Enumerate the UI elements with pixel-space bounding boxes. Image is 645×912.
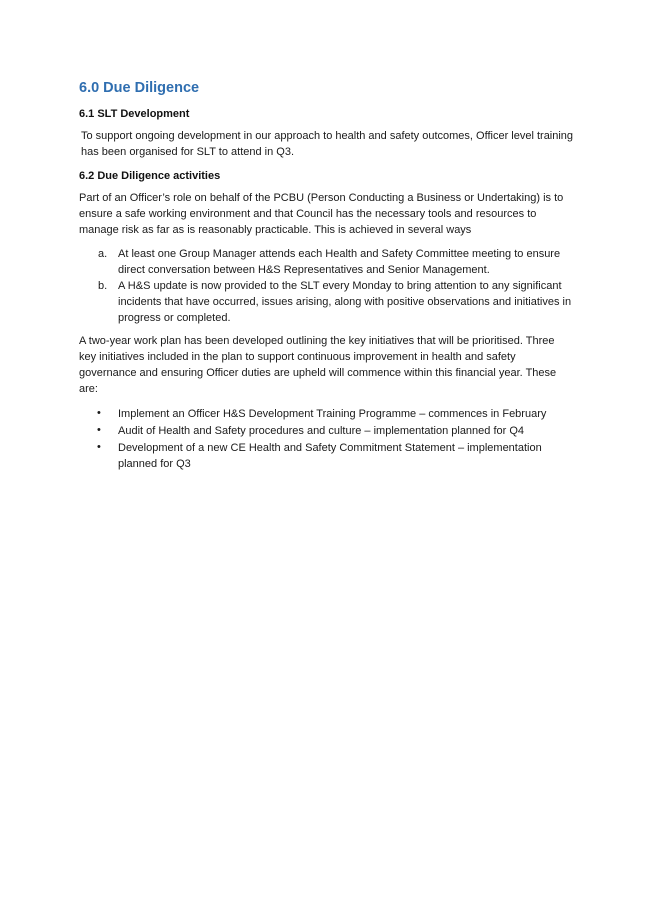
list-item-text: Audit of Health and Safety procedures and culture – implementation planned for Q4 <box>118 425 525 437</box>
slt-development-paragraph: To support ongoing development in our approach to health and safety outcomes, Officer level training has been organised for SLT to attend in Q3. <box>81 130 574 158</box>
list-item-text: At least one Group Manager attends each Health and Safety Committee meeting to ensure direct conversation between H&S Representatives and Senior Management. <box>118 248 561 276</box>
activities-list <box>79 246 574 326</box>
bullet-icon: • <box>97 441 101 453</box>
list-item <box>79 246 574 278</box>
due-diligence-activities-heading: 6.2 Due Diligence activities <box>79 170 221 182</box>
list-marker: b. <box>98 280 108 292</box>
list-item-text: Implement an Officer H&S Development Training Programme – commences in February <box>118 408 547 420</box>
list-item <box>79 439 574 472</box>
list-item <box>79 405 574 422</box>
bullet-icon: • <box>97 407 101 419</box>
bullet-icon: • <box>97 424 101 436</box>
document-content <box>79 78 574 472</box>
list-item-text: Development of a new CE Health and Safety Commitment Statement – implementation planned for Q3 <box>118 442 542 470</box>
list-item-text: A H&S update is now provided to the SLT every Monday to bring attention to any significant incidents that have occurred, issues arising, along with positive observations and initiatives in progress or completed. <box>118 280 572 324</box>
section-title: 6.0 Due Diligence <box>79 80 200 96</box>
slt-development-heading: 6.1 SLT Development <box>79 108 190 120</box>
initiatives-list <box>79 405 574 472</box>
due-diligence-intro-paragraph: Part of an Officer’s role on behalf of the PCBU (Person Conducting a Business or Undertaking) is to ensure a safe working environment and that Council has the necessary tools and resources to manage risk as far as is reasonably practicable. This is achieved in several ways <box>79 192 564 236</box>
list-item <box>79 278 574 326</box>
list-item <box>79 422 574 439</box>
list-marker: a. <box>98 248 108 260</box>
work-plan-paragraph: A two-year work plan has been developed outlining the key initiatives that will be prioritised. Three key initiatives included in the plan to support continuous improvement in health and safety governance and ensuring Officer duties are upheld will commence within this financial year. These are: <box>79 335 557 395</box>
